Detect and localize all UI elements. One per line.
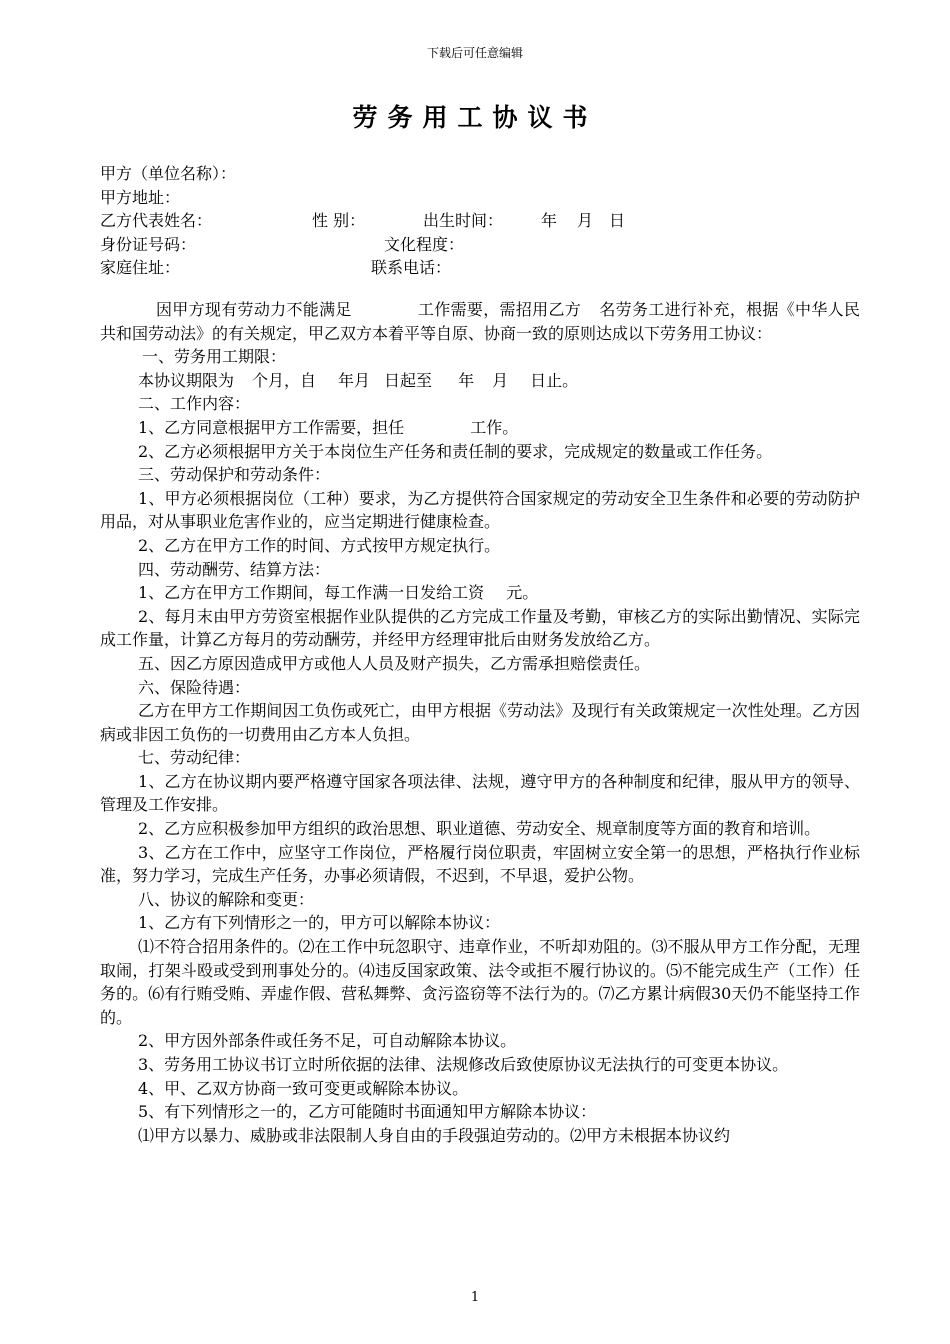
page-number: 1 xyxy=(470,1290,480,1305)
section-1-heading: 一、劳务用工期限： xyxy=(142,347,287,367)
intro-paragraph xyxy=(100,298,860,345)
section-2-item-1 xyxy=(100,416,860,440)
term-text-b: 个月，自 xyxy=(252,370,317,390)
section-2-heading: 二、工作内容： xyxy=(138,394,251,414)
section-4-heading: 四、劳动酬劳、结算方法： xyxy=(138,559,331,579)
s4-item1-text-b: 元。 xyxy=(506,583,539,603)
birth-year-label: 年 xyxy=(541,211,558,230)
phone-label: 联系电话： xyxy=(371,258,452,277)
intro-text-c: 名劳务工进行补充，根据《中华人民共和国劳动法》的有关规定，甲乙双方本着平等自原、协商一致的原则达成以下劳务用工协议： xyxy=(100,300,860,343)
section-8-item-1-list: ⑴不符合招用条件的。⑵在工作中玩忽职守、违章作业，不听却劝阻的。⑶不服从甲方工作分配，无理取闹，打架斗殴或受到刑事处分的。⑷违反国家政策、法令或拒不履行协议的。⑸不能完成生产（工作）任务的。⑹有行贿受贿、弄虚作假、营私舞弊、贪污盗窃等不法行为的。⑺乙方累计病假30天仍不能坚持工作的。 xyxy=(100,937,860,1027)
term-text-a: 本协议期限为 xyxy=(138,370,235,390)
section-2-item-2: 2、乙方必须根据甲方关于本岗位生产任务和责任制的要求，完成规定的数量或工作任务。 xyxy=(138,441,773,461)
section-1-term xyxy=(100,369,860,393)
section-7-heading: 七、劳动纪律： xyxy=(138,748,251,768)
section-7-item-3: 3、乙方在工作中，应坚守工作岗位，严格履行岗位职责，牢固树立安全第一的思想，严格执行作业标准，努力学习，完成生产任务，办事必须请假，不迟到，不早退，爱护公物。 xyxy=(100,842,860,886)
field-row-party-a-address xyxy=(100,186,860,210)
section-6-text: 乙方在甲方工作期间因工负伤或死亡，由甲方根据《劳动法》及现行有关政策规定一次性处理。乙方因病或非因工负伤的一切费用由乙方本人负担。 xyxy=(100,701,860,744)
section-7-item-1: 1、乙方在协议期内要严格遵守国家各项法律、法规，遵守甲方的各种制度和纪律，服从甲方的领导、管理及工作安排。 xyxy=(100,771,860,815)
section-3-item-1: 1、甲方必须根据岗位（工种）要求，为乙方提供符合国家规定的劳动安全卫生条件和必要的劳动防护用品，对从事职业危害作业的，应当定期进行健康检查。 xyxy=(100,488,860,532)
term-text-c: 年月 xyxy=(338,370,371,390)
section-5: 五、因乙方原因造成甲方或他人人员及财产损失，乙方需承担赔偿责任。 xyxy=(138,653,651,673)
rep-name-label: 乙方代表姓名： xyxy=(100,211,213,230)
term-text-d: 日起至 xyxy=(384,370,433,390)
field-row-representative xyxy=(100,209,860,233)
home-address-label: 家庭住址： xyxy=(100,258,181,277)
section-8-item-5-list: ⑴甲方以暴力、威胁或非法限制人身自由的手段强迫劳动的。⑵甲方未根据本协议约 xyxy=(138,1125,731,1145)
s4-item1-text-a: 1、乙方在甲方工作期间，每工作满一日发给工资 xyxy=(138,583,485,603)
party-a-address-label: 甲方地址： xyxy=(100,187,181,207)
birth-month-label: 月 xyxy=(577,211,594,230)
section-8-item-5: 5、有下列情形之一的，乙方可能随时书面通知甲方解除本协议： xyxy=(138,1102,597,1122)
term-text-e: 年 xyxy=(458,370,475,390)
page-header: 下载后可任意编辑 xyxy=(426,46,523,60)
field-row-id xyxy=(100,233,860,257)
birth-day-label: 日 xyxy=(609,211,626,230)
section-8-item-3: 3、劳务用工协议书订立时所依据的法律、法规修改后致使原协议无法执行的可变更本协议。 xyxy=(138,1055,789,1074)
section-7-item-2: 2、乙方应积极参加甲方组织的政治思想、职业道德、劳动安全、规章制度等方面的教育和培训。 xyxy=(138,819,821,839)
section-3-item-2: 2、乙方在甲方工作的时间、方式按甲方规定执行。 xyxy=(138,535,501,555)
section-3-heading: 三、劳动保护和劳动条件： xyxy=(138,465,331,485)
term-text-f: 月 xyxy=(492,370,509,390)
field-row-address xyxy=(100,256,860,280)
party-a-name-label: 甲方（单位名称）： xyxy=(100,164,237,183)
section-8-item-1: 1、乙方有下列情形之一的，甲方可以解除本协议： xyxy=(138,913,501,933)
education-label: 文化程度： xyxy=(384,234,465,254)
field-row-party-a-name xyxy=(100,162,860,186)
agreement-body xyxy=(100,298,860,1147)
section-4-item-1 xyxy=(100,581,860,605)
section-6-heading: 六、保险待遇： xyxy=(138,677,251,697)
s2-item1-text-b: 工作。 xyxy=(470,417,519,437)
id-number-label: 身份证号码： xyxy=(100,234,197,254)
gender-label: 性 别： xyxy=(312,211,366,230)
intro-text-b: 工作需要，需招用乙方 xyxy=(417,300,582,319)
s2-item1-text-a: 1、乙方同意根据甲方工作需要，担任 xyxy=(138,417,405,437)
section-8-item-2: 2、甲方因外部条件或任务不足，可自动解除本协议。 xyxy=(138,1031,517,1051)
party-info-block xyxy=(100,162,860,280)
section-8-heading: 八、协议的解除和变更： xyxy=(138,889,315,909)
term-text-g: 日止。 xyxy=(530,370,579,390)
section-8-item-4: 4、甲、乙双方协商一致可变更或解除本协议。 xyxy=(138,1078,469,1098)
birth-label: 出生时间： xyxy=(423,211,504,230)
document-title: 劳务用工协议书 xyxy=(352,103,598,132)
intro-text-a: 因甲方现有劳动力不能满足 xyxy=(156,300,352,319)
section-4-item-2: 2、每月末由甲方劳资室根据作业队提供的乙方完成工作量及考勤，审核乙方的实际出勤情况、实际完成工作量，计算乙方每月的劳动酬劳，并经甲方经理审批后由财务发放给乙方。 xyxy=(100,606,860,650)
